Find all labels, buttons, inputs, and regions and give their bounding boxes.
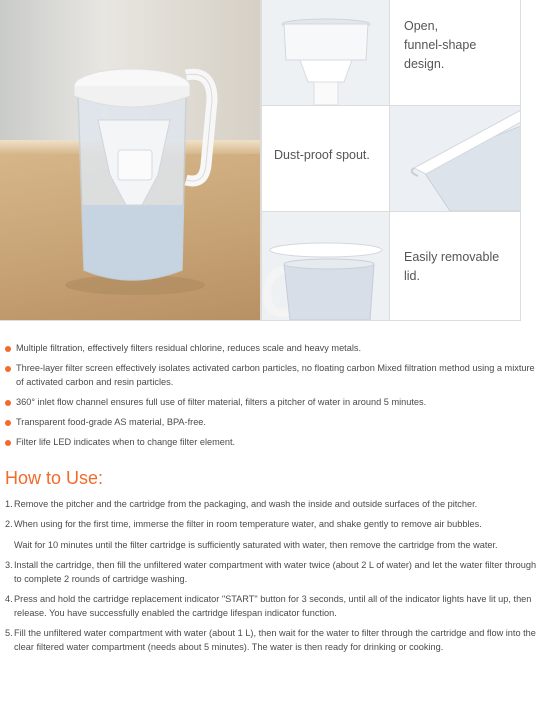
bullet-dot-icon xyxy=(5,346,11,352)
grid-divider xyxy=(520,0,521,320)
feature-text: Multiple filtration, effectively filters residual chlorine, reduces scale and heavy metals. xyxy=(16,343,362,353)
feature-text: Three-layer filter screen effectively isolates activated carbon particles, no floating carbon Mixed filtration method using a mixture of activated carbon and resin particles. xyxy=(16,363,535,387)
bullet-dot-icon xyxy=(5,366,11,372)
list-item xyxy=(5,436,540,450)
pitcher-hero-photo xyxy=(0,0,260,320)
bullet-dot-icon xyxy=(5,400,11,406)
spout-closeup-image xyxy=(390,106,521,211)
step-text: Remove the pitcher and the cartridge from the packaging, and wash the inside and outside surfaces of the pitcher. xyxy=(14,499,478,509)
funnel-caption: Open, funnel-shape design. xyxy=(404,19,477,71)
spout-illustration xyxy=(390,106,521,211)
feature-text: 360° inlet flow channel ensures full use of filter material, filters a pitcher of water in around 5 minutes. xyxy=(16,396,427,407)
spout-caption: Dust-proof spout. xyxy=(274,148,370,162)
step-number: 1. xyxy=(5,499,13,509)
grid-divider xyxy=(262,211,521,212)
grid-divider xyxy=(262,105,521,106)
step-text: Fill the unfiltered water compartment with water (about 1 L), then wait for the water to filter through the cartridge and flow into the clear filtered water compartment (needs about 5 minutes). The water is then ready for drinking or cooking. xyxy=(14,628,536,652)
funnel-caption-cell xyxy=(390,0,521,105)
step-number: 3. xyxy=(5,559,13,570)
lid-closeup-image xyxy=(262,212,389,320)
bullet-dot-icon xyxy=(5,440,11,446)
step-item xyxy=(5,498,542,512)
feature-list xyxy=(5,342,540,456)
lid-caption: Easily removable lid. xyxy=(404,250,500,283)
instruction-steps xyxy=(5,498,542,661)
grid-divider xyxy=(389,0,390,320)
step-item xyxy=(5,559,542,587)
list-item xyxy=(5,342,540,356)
grid-divider xyxy=(0,320,521,321)
lid-illustration xyxy=(262,212,389,320)
step-number: 4. xyxy=(5,593,13,604)
list-item xyxy=(5,396,540,410)
list-item xyxy=(5,362,540,389)
list-item xyxy=(5,416,540,430)
funnel-illustration xyxy=(262,0,389,105)
step-number: 5. xyxy=(5,628,13,639)
feature-text: Transparent food-grade AS material, BPA-free. xyxy=(16,416,206,427)
step-extra-text: Wait for 10 minutes until the filter cartridge is sufficiently saturated with water, then remove the cartridge from the water. xyxy=(14,539,498,550)
product-image-grid xyxy=(0,0,521,320)
water-pitcher-illustration xyxy=(0,0,260,320)
grid-divider xyxy=(260,0,262,320)
funnel-closeup-image xyxy=(262,0,389,105)
section-title: How to Use: xyxy=(5,468,104,488)
feature-text: Filter life LED indicates when to change filter element. xyxy=(16,436,236,447)
spout-caption-cell xyxy=(262,106,389,211)
bullet-dot-icon xyxy=(5,420,11,426)
step-text: Install the cartridge, then fill the unfiltered water compartment with water twice (about 2 L of water) and let the water filter through to complete 2 rounds of cartridge washing. xyxy=(14,559,537,584)
step-text: When using for the first time, immerse the filter in room temperature water, and shake gently to remove air bubbles. xyxy=(14,519,482,530)
step-number: 2. xyxy=(5,519,13,530)
step-item xyxy=(5,627,542,655)
step-text: Press and hold the cartridge replacement indicator "START" button for 3 seconds, until all of the indicator lights have lit up, then release. You have successfully enabled the cartridge lifespan indicator function. xyxy=(14,593,532,618)
step-item xyxy=(5,593,542,621)
step-item xyxy=(5,518,542,552)
lid-caption-cell xyxy=(390,212,521,320)
